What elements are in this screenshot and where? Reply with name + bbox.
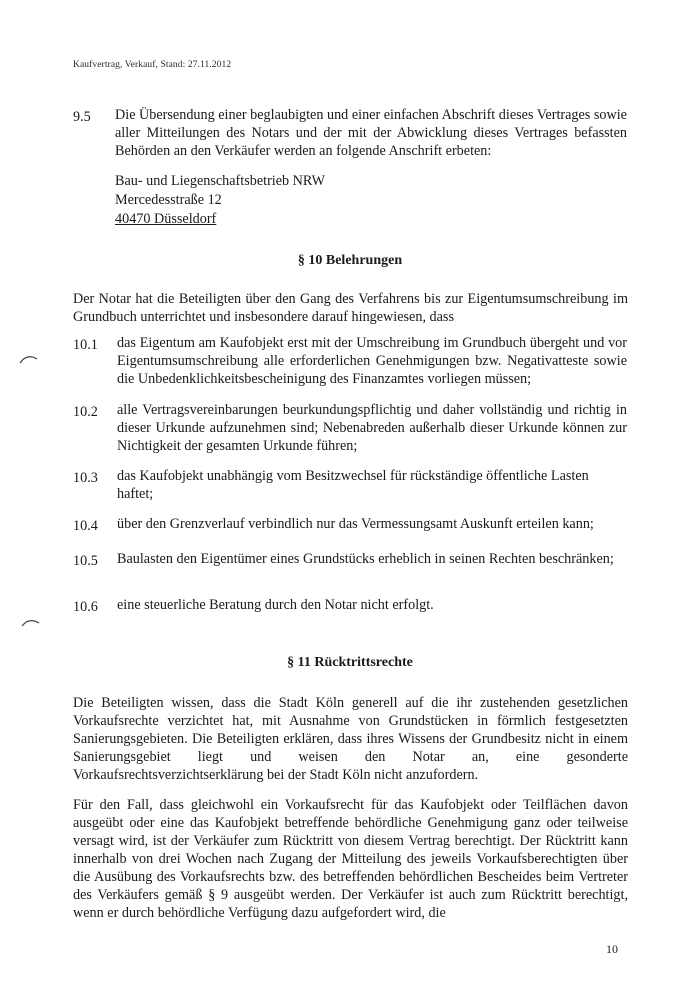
document-header: Kaufvertrag, Verkauf, Stand: 27.11.2012	[73, 60, 232, 70]
address-line: Bau- und Liegenschaftsbetrieb NRW	[115, 173, 325, 189]
section-heading: § 11 Rücktrittsrechte	[287, 655, 413, 670]
section-heading: § 10 Belehrungen	[297, 253, 403, 268]
address-line: 40470 Düsseldorf	[115, 211, 217, 227]
item-text: über den Grenzverlauf verbindlich nur das Vermessungsamt Auskunft erteilen kann;	[117, 516, 594, 532]
item-number: 9.5	[73, 109, 91, 125]
item-text: Die Übersendung einer beglaubigten und einer einfachen Abschrift dieses Vertrages sowie aller Mitteilungen des Notars und der mit der Abwicklung dieses Vertrages befassten Behörden an den Verkäufer werden an folgende Anschrift erbeten:	[115, 107, 627, 159]
page-number: 10	[606, 942, 618, 956]
section-paragraph: Für den Fall, dass gleichwohl ein Vorkaufsrecht für das Kaufobjekt oder Teilflächen davon ausgeübt oder eine das Kaufobjekt betreffende behördliche Genehmigung ganz oder teilweise versagt wird, ist der Verkäufer zum Rücktritt von diesem Vertrag berechtigt. Der Rücktritt kann innerhalb von drei Wochen nach Zugang der Mitteilung des jeweils Vorkaufsberechtigten über die Ausübung des Vorkaufsrechts bzw. des betreffenden behördlichen Bescheides beim Vertreter des Verkäufers gemäß § 9 ausgeübt werden. Der Verkäufer ist auch zum Rücktritt berechtigt, wenn er durch behördliche Verfügung dazu aufgefordert wird, die	[73, 797, 628, 921]
margin-mark-icon	[18, 352, 40, 366]
margin-mark-icon	[20, 615, 42, 629]
address-line: Mercedesstraße 12	[115, 192, 222, 208]
item-text: eine steuerliche Beratung durch den Notar nicht erfolgt.	[117, 597, 434, 613]
section-intro: Der Notar hat die Beteiligten über den Gang des Verfahrens bis zur Eigentumsumschreibung im Grundbuch unterrichtet und insbesondere darauf hingewiesen, dass	[73, 291, 628, 325]
item-text: alle Vertragsvereinbarungen beurkundungspflichtig und daher vollständig und richtig in dieser Urkunde aufzunehmen sind; Nebenabreden außerhalb dieser Urkunde können zur Nichtigkeit der gesamten Urkunde führen;	[117, 402, 627, 454]
item-text: Baulasten den Eigentümer eines Grundstücks erheblich in seinen Rechten beschränken;	[117, 551, 614, 567]
section-paragraph: Die Beteiligten wissen, dass die Stadt Köln generell auf die ihr zustehenden gesetzlichen Vorkaufsrechte verzichtet hat, mit Ausnahme von Grundstücken in förmlich festgesetzten Sanierungsgebieten. Die Beteiligten erklären, dass ihres Wissens der Grundbesitz nicht in einem Sanierungsgebiet liegt und weisen den Notar an, eine gesonderte Vorkaufsrechtsverzichtserklärung bei der Stadt Köln nicht anzufordern.	[73, 695, 628, 783]
item-text: das Eigentum am Kaufobjekt erst mit der Umschreibung im Grundbuch übergeht und vor Eigentumsumschreibung alle erforderlichen Genehmigungen bzw. Negativatteste sowie die Unbedenklichkeitsbescheinigung des Finanzamtes vorliegen müssen;	[117, 335, 627, 387]
item-text: das Kaufobjekt unabhängig vom Besitzwechsel für rückständige öffentliche Lasten haftet;	[117, 468, 589, 502]
item-number: 10.3	[73, 470, 98, 486]
item-number: 10.2	[73, 404, 98, 420]
item-number: 10.6	[73, 599, 98, 615]
item-number: 10.1	[73, 337, 98, 353]
item-number: 10.4	[73, 518, 98, 534]
item-number: 10.5	[73, 553, 98, 569]
address-block	[115, 172, 325, 229]
